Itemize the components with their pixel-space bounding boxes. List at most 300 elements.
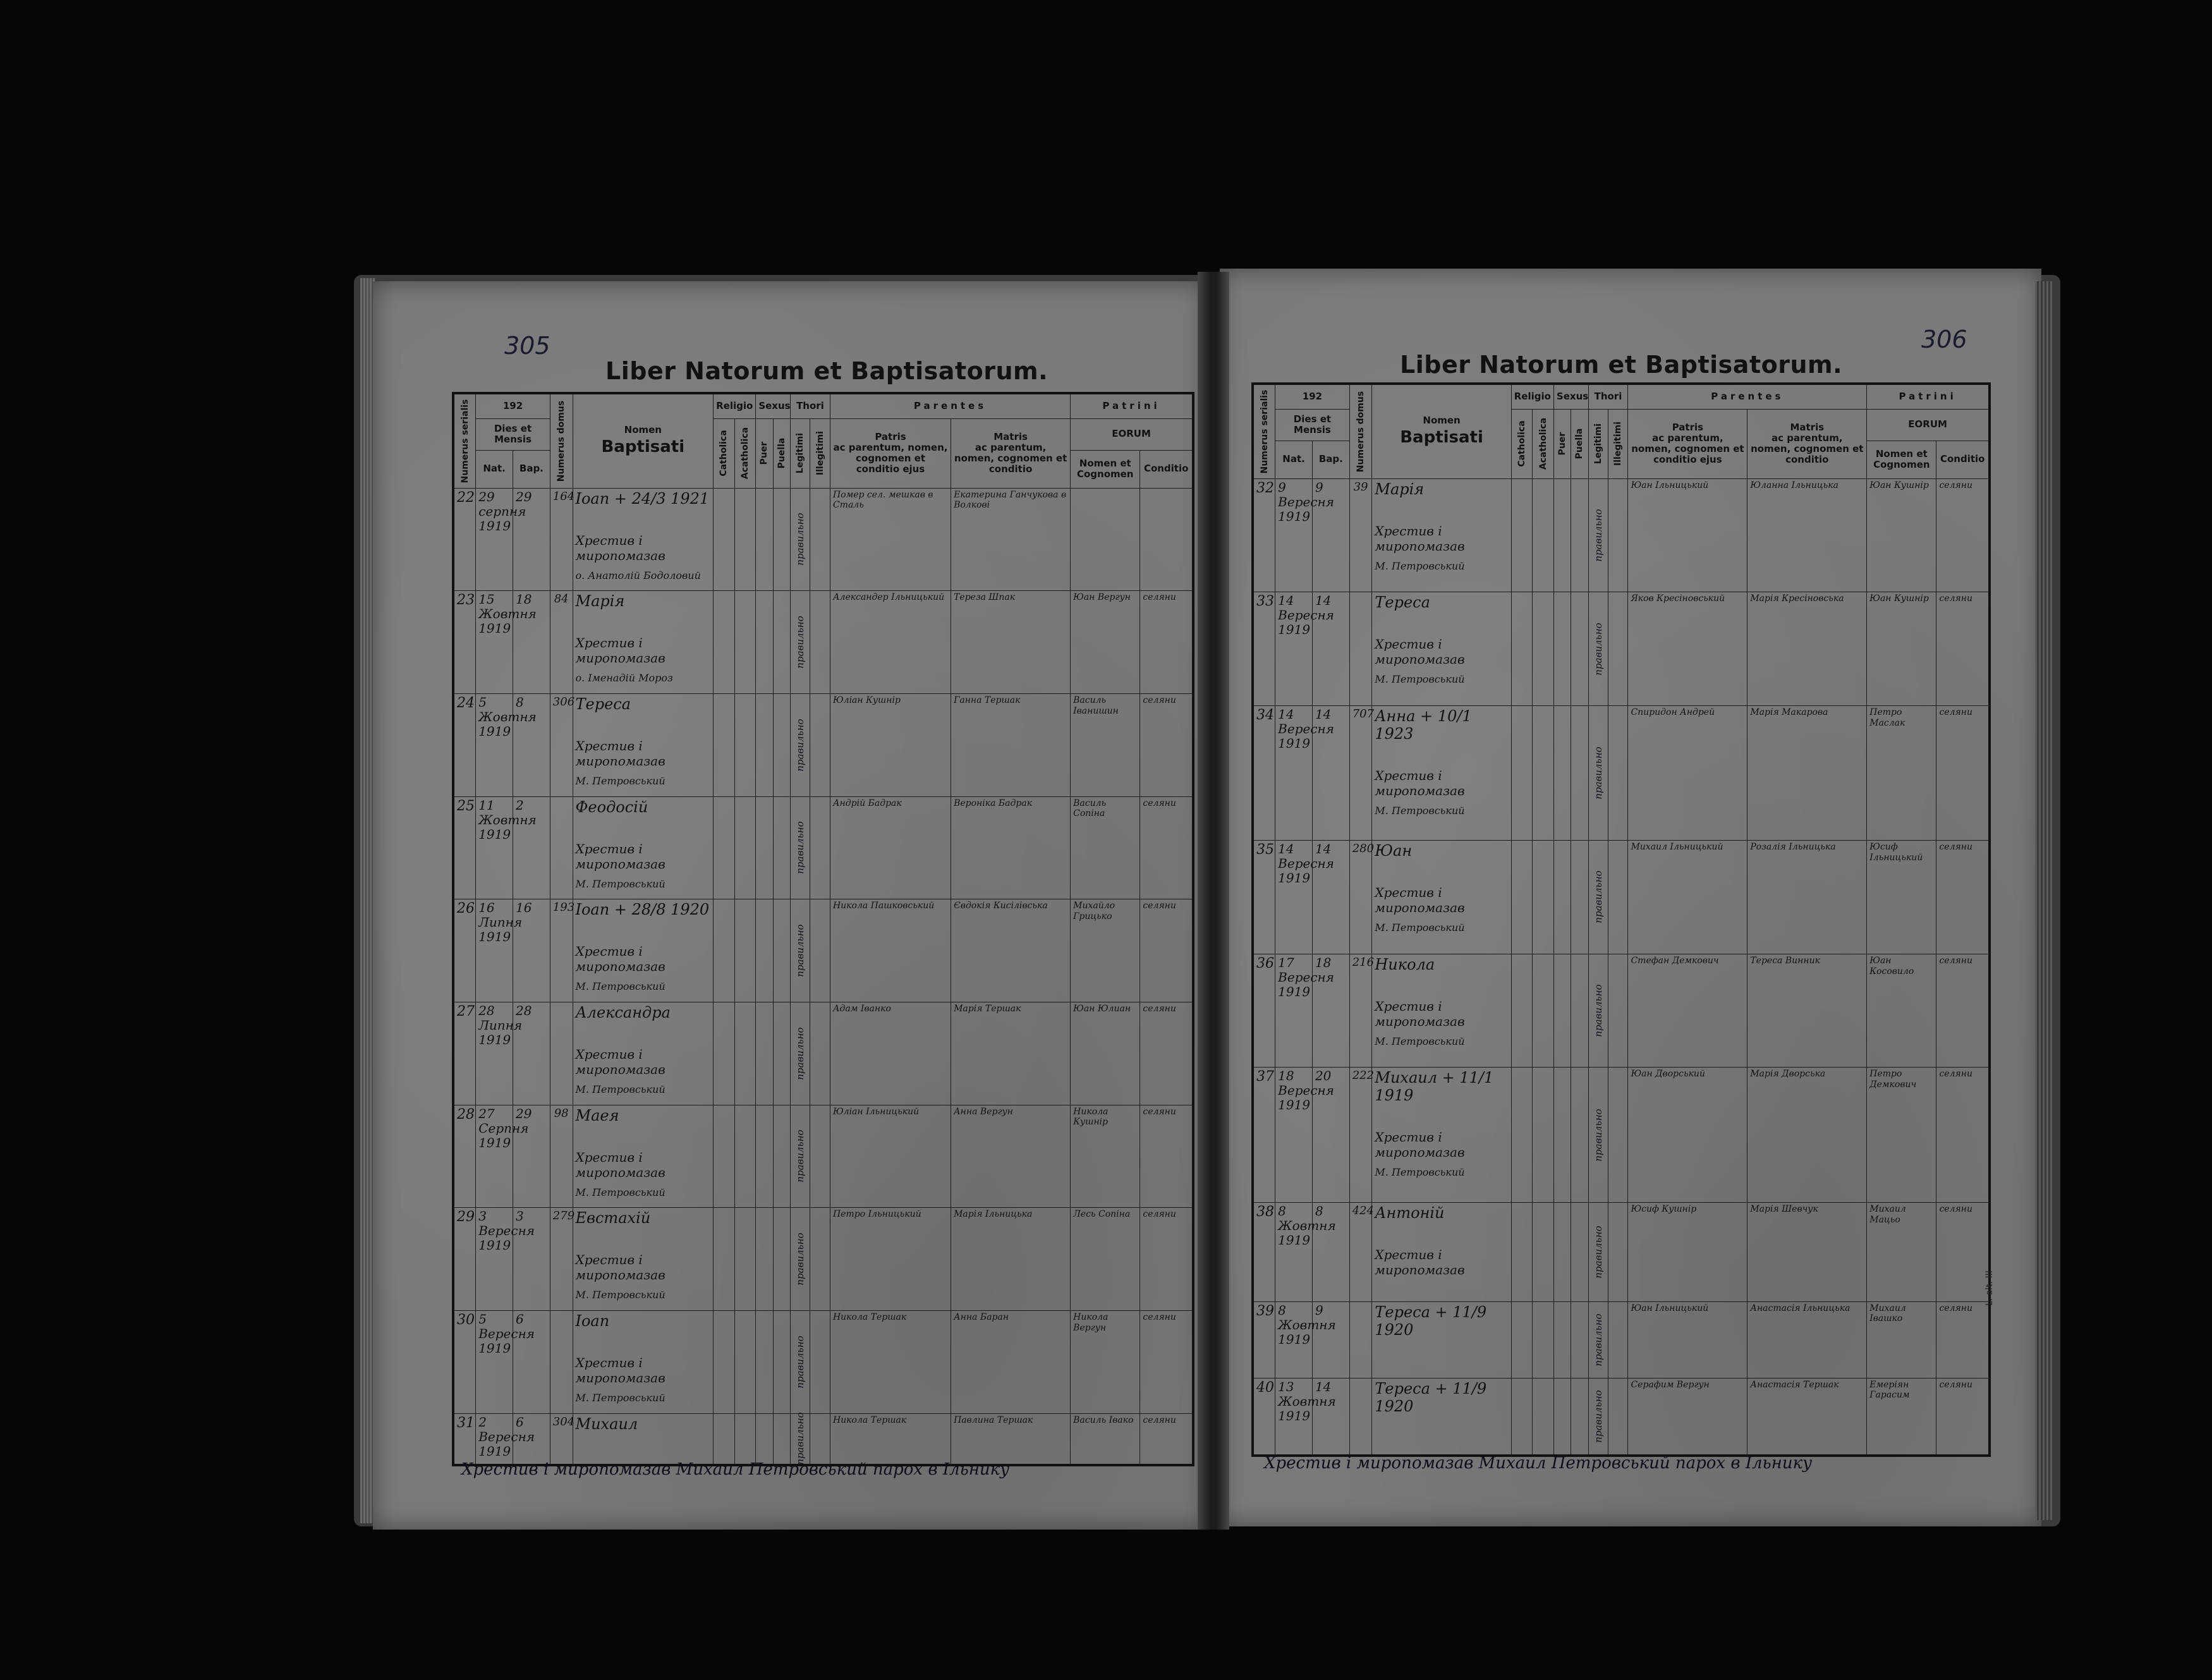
- col-nat: Nat.: [476, 450, 513, 488]
- col-nomen-baptisati: Nomen Baptisati: [1372, 384, 1511, 478]
- baptism-day: 8: [513, 693, 550, 796]
- entry-number: 40: [1253, 1378, 1275, 1456]
- mark-puer: [756, 693, 773, 796]
- baptized-name: [573, 488, 714, 591]
- col-puella: Puella: [1571, 409, 1588, 478]
- mother-info: Марія Дворська: [1747, 1068, 1867, 1202]
- mark-legitimi: [1588, 1301, 1608, 1378]
- mark-legitimi: [790, 1310, 810, 1413]
- register-row: [1253, 592, 1990, 706]
- mark-catholica: [1511, 1378, 1533, 1456]
- baptized-name: [1372, 1068, 1511, 1202]
- mark-acatholica: [1533, 841, 1554, 954]
- godparent-condition: селяни: [1140, 693, 1193, 796]
- officiant-note: М. Петровський: [1375, 922, 1465, 934]
- house-number: 280: [1349, 841, 1372, 954]
- godparent-name: Юан Кушнір: [1867, 592, 1936, 706]
- register-row: [1253, 1202, 1990, 1301]
- ceremony-note: Хрестив і миропомазав: [1375, 998, 1465, 1029]
- mark-acatholica: [734, 1413, 756, 1465]
- child-name: Евстахій: [575, 1209, 651, 1227]
- baptism-day: 14: [1312, 841, 1349, 954]
- birth-date: 14 Вересня 1919: [1275, 841, 1313, 954]
- legitimacy-label: правильно: [1592, 509, 1604, 562]
- child-name: Тереса: [1375, 593, 1430, 612]
- child-name: Тереса: [575, 695, 631, 713]
- mark-acatholica: [734, 1310, 756, 1413]
- left-page-title: Liber Natorum et Baptisatorum.: [605, 357, 1048, 385]
- godparent-name: Юан Косовило: [1867, 954, 1936, 1068]
- mark-legitimi: [1588, 1202, 1608, 1301]
- mark-puer: [756, 1208, 773, 1311]
- house-number: 84: [550, 591, 573, 694]
- ceremony-note: Хрестив і миропомазав: [1375, 885, 1465, 916]
- birth-date: 8 Жовтня 1919: [1275, 1301, 1313, 1378]
- col-puella: Puella: [773, 418, 790, 488]
- child-name: Тереса + 11/9 1920: [1375, 1303, 1487, 1339]
- house-number: 306: [550, 693, 573, 796]
- father-info: Никола Тершак: [830, 1310, 951, 1413]
- godparent-name: Лесь Сопіна: [1071, 1208, 1140, 1311]
- entry-number: 31: [453, 1413, 476, 1465]
- col-illegitimi: Illegitimi: [810, 418, 830, 488]
- mark-puella: [1571, 1378, 1588, 1456]
- baptized-name: [1372, 954, 1511, 1068]
- mark-catholica: [714, 1208, 735, 1311]
- col-patris: Patris ac parentum, nomen, cognomen et conditio ejus: [1628, 409, 1747, 478]
- child-name: Ioan + 24/3 1921: [575, 489, 710, 508]
- mark-catholica: [1511, 705, 1533, 840]
- legitimacy-label: правильно: [1592, 1108, 1604, 1162]
- mark-legitimi: [1588, 705, 1608, 840]
- baptized-name: [1372, 705, 1511, 840]
- godparent-condition: селяни: [1936, 841, 1990, 954]
- entry-number: 27: [453, 1002, 476, 1105]
- mother-info: Марія Кресіновська: [1747, 592, 1867, 706]
- baptized-name: [573, 796, 714, 899]
- house-number: 424: [1349, 1202, 1372, 1301]
- godparent-condition: селяни: [1936, 1068, 1990, 1202]
- mark-legitimi: [790, 1105, 810, 1208]
- mark-puer: [1553, 1068, 1571, 1202]
- baptism-day: 16: [513, 899, 550, 1002]
- house-number: 304: [550, 1413, 573, 1465]
- child-name: Ioan: [575, 1312, 610, 1330]
- entry-number: 36: [1253, 954, 1275, 1068]
- child-name: Александра: [575, 1003, 671, 1021]
- house-number: 98: [550, 1105, 573, 1208]
- officiant-note: М. Петровський: [1375, 1035, 1465, 1047]
- baptism-day: 18: [1312, 954, 1349, 1068]
- house-number: 707: [1349, 705, 1372, 840]
- ceremony-note: Хрестив і миропомазав: [1375, 523, 1465, 554]
- mark-illegitimi: [1608, 1301, 1627, 1378]
- father-info: Юліан Кушнір: [830, 693, 951, 796]
- baptism-day: 8: [1312, 1202, 1349, 1301]
- register-row: [453, 1105, 1193, 1208]
- mark-acatholica: [734, 1208, 756, 1311]
- mark-puer: [756, 591, 773, 694]
- mark-puer: [1553, 954, 1571, 1068]
- register-row: [1253, 841, 1990, 954]
- godparent-condition: селяни: [1140, 591, 1193, 694]
- mark-puella: [773, 1002, 790, 1105]
- col-nomen-cognomen: Nomen et Cognomen: [1071, 450, 1140, 488]
- col-bap: Bap.: [513, 450, 550, 488]
- mark-puer: [756, 488, 773, 591]
- entry-number: 22: [453, 488, 476, 591]
- officiant-note: М. Петровський: [575, 1186, 665, 1198]
- birth-date: 16 Липня 1919: [476, 899, 513, 1002]
- mark-puella: [1571, 841, 1588, 954]
- godparent-name: Михаил Івашко: [1867, 1301, 1936, 1378]
- officiant-note: о. Іменадій Мороз: [575, 672, 673, 685]
- mark-puella: [773, 591, 790, 694]
- mother-info: Анастасія Ільницька: [1747, 1301, 1867, 1378]
- mark-puella: [773, 1208, 790, 1311]
- officiant-note: М. Петровський: [575, 1083, 665, 1095]
- birth-date: 14 Вересня 1919: [1275, 705, 1313, 840]
- left-register-table: [452, 392, 1194, 1466]
- right-bottom-note: Хрестив і миропомазав Михаил Петровський парох в Ільнику: [1264, 1454, 1813, 1473]
- register-row: [1253, 1301, 1990, 1378]
- child-name: Юан: [1375, 842, 1413, 860]
- father-info: Серафим Вергун: [1628, 1378, 1747, 1456]
- col-sexus: Sexus: [1553, 384, 1588, 409]
- child-name: Маея: [575, 1106, 619, 1124]
- birth-date: 2 Вересня 1919: [476, 1413, 513, 1465]
- birth-date: 11 Жовтня 1919: [476, 796, 513, 899]
- baptism-day: 28: [513, 1002, 550, 1105]
- baptized-name: [1372, 1378, 1511, 1456]
- mother-info: Марія Ільницька: [951, 1208, 1071, 1311]
- entry-number: 32: [1253, 478, 1275, 592]
- col-numerus-serialis: Numerus serialis: [1253, 384, 1275, 478]
- mark-catholica: [1511, 592, 1533, 706]
- godparent-condition: селяни: [1936, 705, 1990, 840]
- col-nomen-baptisati: Nomen Baptisati: [573, 393, 714, 488]
- col-parentes: Parentes: [1628, 384, 1867, 409]
- entry-number: 34: [1253, 705, 1275, 840]
- mark-puer: [1553, 1301, 1571, 1378]
- ceremony-note: Хрестив і миропомазав: [1375, 767, 1465, 798]
- col-dies-et-mensis: Dies et Mensis: [476, 418, 550, 450]
- entry-number: 35: [1253, 841, 1275, 954]
- col-legitimi: Legitimi: [1588, 409, 1608, 478]
- baptized-name: [573, 693, 714, 796]
- mark-illegitimi: [810, 591, 830, 694]
- mark-catholica: [1511, 1202, 1533, 1301]
- mark-illegitimi: [1608, 592, 1627, 706]
- mother-info: Ганна Тершак: [951, 693, 1071, 796]
- col-acatholica: Acatholica: [1533, 409, 1554, 478]
- mark-puer: [1553, 592, 1571, 706]
- house-number: 279: [550, 1208, 573, 1311]
- baptism-day: 14: [1312, 705, 1349, 840]
- left-bottom-note: Хрестив і миропомазав Михаил Петровський парох в Ільнику: [461, 1460, 1010, 1479]
- baptized-name: [573, 899, 714, 1002]
- mother-info: Анна Вергун: [951, 1105, 1071, 1208]
- mark-catholica: [714, 1002, 735, 1105]
- godparent-condition: селяни: [1140, 1208, 1193, 1311]
- baptized-name: [1372, 1301, 1511, 1378]
- godparent-condition: [1140, 488, 1193, 591]
- col-thori: Thori: [1588, 384, 1628, 409]
- child-name: Марія: [1375, 480, 1425, 498]
- mark-illegitimi: [810, 1105, 830, 1208]
- mother-info: Анна Баран: [951, 1310, 1071, 1413]
- godparent-name: Емеріян Гарасим: [1867, 1378, 1936, 1456]
- ceremony-note: Хрестив і миропомазав: [575, 635, 665, 666]
- house-number: 164: [550, 488, 573, 591]
- ceremony-note: Хрестив і миропомазав: [575, 1046, 665, 1077]
- mark-acatholica: [734, 796, 756, 899]
- father-info: Петро Ільницький: [830, 1208, 951, 1311]
- mark-illegitimi: [810, 796, 830, 899]
- mark-puella: [1571, 705, 1588, 840]
- entry-number: 33: [1253, 592, 1275, 706]
- godparent-condition: селяни: [1140, 796, 1193, 899]
- col-acatholica: Acatholica: [734, 418, 756, 488]
- ceremony-note: Хрестив і миропомазав: [1375, 636, 1465, 667]
- legitimacy-label: правильно: [794, 513, 806, 566]
- col-numerus-serialis: Numerus serialis: [453, 393, 476, 488]
- mark-legitimi: [790, 488, 810, 591]
- officiant-note: М. Петровський: [1375, 804, 1465, 817]
- ceremony-note: Хрестив і миропомазав: [1375, 1246, 1465, 1277]
- mark-legitimi: [790, 1002, 810, 1105]
- mother-info: Марія Тершак: [951, 1002, 1071, 1105]
- entry-number: 38: [1253, 1202, 1275, 1301]
- godparent-condition: селяни: [1140, 1310, 1193, 1413]
- officiant-note: М. Петровський: [575, 1391, 665, 1404]
- mark-catholica: [1511, 841, 1533, 954]
- register-row: [453, 1413, 1193, 1465]
- register-row: [1253, 705, 1990, 840]
- mark-puella: [773, 796, 790, 899]
- mark-illegitimi: [810, 899, 830, 1002]
- mark-puer: [1553, 1202, 1571, 1301]
- register-row: [1253, 478, 1990, 592]
- father-info: Стефан Демкович: [1628, 954, 1747, 1068]
- birth-date: 3 Вересня 1919: [476, 1208, 513, 1311]
- baptism-day: 6: [513, 1413, 550, 1465]
- entry-number: 26: [453, 899, 476, 1002]
- child-name: Ioan + 28/8 1920: [575, 901, 710, 919]
- baptism-day: 6: [513, 1310, 550, 1413]
- godparent-condition: селяни: [1936, 1202, 1990, 1301]
- col-parentes: Parentes: [830, 393, 1070, 418]
- baptism-day: 29: [513, 488, 550, 591]
- col-patrini: Patrini: [1071, 393, 1193, 418]
- entry-number: 39: [1253, 1301, 1275, 1378]
- mark-puella: [1571, 954, 1588, 1068]
- legitimacy-label: правильно: [1592, 1390, 1604, 1443]
- father-info: Никола Тершак: [830, 1413, 951, 1465]
- legitimacy-label: правильно: [1592, 1226, 1604, 1279]
- house-number: [550, 1310, 573, 1413]
- baptism-day: 3: [513, 1208, 550, 1311]
- mother-info: Екатерина Ганчукова в Волкові: [951, 488, 1071, 591]
- legitimacy-label: правильно: [794, 924, 806, 977]
- mark-illegitimi: [1608, 954, 1627, 1068]
- col-legitimi: Legitimi: [790, 418, 810, 488]
- mark-puer: [756, 1002, 773, 1105]
- mark-puella: [1571, 1301, 1588, 1378]
- father-info: Спиридон Андрей: [1628, 705, 1747, 840]
- officiant-note: М. Петровський: [575, 877, 665, 890]
- mark-legitimi: [1588, 1068, 1608, 1202]
- birth-date: 18 Вересня 1919: [1275, 1068, 1313, 1202]
- mark-catholica: [714, 899, 735, 1002]
- mark-legitimi: [790, 591, 810, 694]
- entry-number: 25: [453, 796, 476, 899]
- mark-illegitimi: [810, 1002, 830, 1105]
- mother-info: Марія Макарова: [1747, 705, 1867, 840]
- legitimacy-label: правильно: [1592, 622, 1604, 676]
- entry-number: 24: [453, 693, 476, 796]
- register-row: [1253, 1378, 1990, 1456]
- godparent-name: Михайло Грицько: [1071, 899, 1140, 1002]
- mark-legitimi: [790, 693, 810, 796]
- mark-legitimi: [1588, 592, 1608, 706]
- legitimacy-label: правильно: [794, 1027, 806, 1080]
- mark-catholica: [1511, 954, 1533, 1068]
- mark-legitimi: [1588, 478, 1608, 592]
- mark-catholica: [714, 1105, 735, 1208]
- officiant-note: М. Петровський: [575, 980, 665, 993]
- mark-illegitimi: [810, 693, 830, 796]
- mark-legitimi: [1588, 841, 1608, 954]
- baptized-name: [573, 1105, 714, 1208]
- mother-info: Юланна Ільницька: [1747, 478, 1867, 592]
- godparent-name: Петро Маслак: [1867, 705, 1936, 840]
- right-register-table: [1251, 382, 1991, 1457]
- mother-info: Тереса Винник: [1747, 954, 1867, 1068]
- mark-acatholica: [1533, 1301, 1554, 1378]
- mark-acatholica: [734, 693, 756, 796]
- legitimacy-label: правильно: [794, 821, 806, 874]
- col-conditio: Conditio: [1936, 441, 1990, 478]
- legitimacy-label: правильно: [794, 1233, 806, 1286]
- child-name: Никола: [1375, 955, 1435, 973]
- father-info: Юліан Ільницький: [830, 1105, 951, 1208]
- year-prefix: 192: [1275, 384, 1350, 409]
- baptized-name: [1372, 841, 1511, 954]
- mark-acatholica: [734, 1105, 756, 1208]
- mother-info: Анастасія Тершак: [1747, 1378, 1867, 1456]
- godparent-name: Василь Іванишин: [1071, 693, 1140, 796]
- godparent-condition: селяни: [1936, 954, 1990, 1068]
- book-gutter: [1198, 272, 1229, 1530]
- godparent-condition: селяни: [1936, 1378, 1990, 1456]
- mark-catholica: [714, 1413, 735, 1465]
- legitimacy-label: правильно: [794, 1336, 806, 1389]
- col-nat: Nat.: [1275, 441, 1313, 478]
- mark-legitimi: [790, 899, 810, 1002]
- godparent-name: Михаил Мацьо: [1867, 1202, 1936, 1301]
- ceremony-note: Хрестив і миропомазав: [575, 1149, 665, 1180]
- mark-illegitimi: [810, 1310, 830, 1413]
- mark-catholica: [714, 1310, 735, 1413]
- mark-legitimi: [790, 1413, 810, 1465]
- col-patris: Patris ac parentum, nomen, cognomen et conditio ejus: [830, 418, 951, 488]
- mark-puer: [1553, 1378, 1571, 1456]
- right-page-edges: [2035, 281, 2054, 1520]
- col-matris: Matris ac parentum, nomen, cognomen et conditio: [1747, 409, 1867, 478]
- mark-illegitimi: [810, 1208, 830, 1311]
- mark-illegitimi: [1608, 1202, 1627, 1301]
- mark-illegitimi: [1608, 841, 1627, 954]
- col-numerus-domus: Numerus domus: [550, 393, 573, 488]
- child-name: Михаил + 11/1 1919: [1375, 1069, 1494, 1105]
- mark-acatholica: [734, 1002, 756, 1105]
- register-row: [453, 1310, 1193, 1413]
- officiant-note: М. Петровський: [1375, 559, 1465, 572]
- mark-puer: [756, 796, 773, 899]
- mother-info: Марія Шевчук: [1747, 1202, 1867, 1301]
- mark-acatholica: [1533, 592, 1554, 706]
- baptism-day: 9: [1312, 478, 1349, 592]
- legitimacy-label: правильно: [1592, 870, 1604, 924]
- mark-puella: [773, 1105, 790, 1208]
- house-number: 216: [1349, 954, 1372, 1068]
- col-catholica: Catholica: [714, 418, 735, 488]
- mark-puer: [1553, 705, 1571, 840]
- godparent-name: [1071, 488, 1140, 591]
- child-name: Тереса + 11/9 1920: [1375, 1379, 1487, 1415]
- godparent-name: Никола Кушнір: [1071, 1105, 1140, 1208]
- mark-acatholica: [1533, 478, 1554, 592]
- col-thori: Thori: [790, 393, 830, 418]
- register-row: [453, 899, 1193, 1002]
- mark-catholica: [714, 591, 735, 694]
- entry-number: 30: [453, 1310, 476, 1413]
- birth-date: 27 Серпня 1919: [476, 1105, 513, 1208]
- register-row: [453, 1208, 1193, 1311]
- godparent-name: Юсиф Ільницький: [1867, 841, 1936, 954]
- baptized-name: [573, 1208, 714, 1311]
- mark-illegitimi: [1608, 1378, 1627, 1456]
- officiant-note: М. Петровський: [1375, 1166, 1465, 1179]
- house-number: 39: [1349, 478, 1372, 592]
- mark-illegitimi: [1608, 1068, 1627, 1202]
- mark-puer: [756, 899, 773, 1002]
- baptism-day: 20: [1312, 1068, 1349, 1202]
- mother-info: Павлина Тершак: [951, 1413, 1071, 1465]
- godparent-name: Василь Сопіна: [1071, 796, 1140, 899]
- right-page-title: Liber Natorum et Baptisatorum.: [1400, 351, 1843, 379]
- house-number: [1349, 1378, 1372, 1456]
- mark-legitimi: [1588, 954, 1608, 1068]
- child-name: Михаил: [575, 1415, 638, 1433]
- mark-puella: [773, 899, 790, 1002]
- year-prefix: 192: [476, 393, 550, 418]
- mark-puella: [773, 488, 790, 591]
- mark-catholica: [714, 796, 735, 899]
- godparent-name: Василь Івако: [1071, 1413, 1140, 1465]
- legitimacy-label: правильно: [1592, 746, 1604, 800]
- mark-puer: [1553, 841, 1571, 954]
- baptism-day: 18: [513, 591, 550, 694]
- baptism-day: 14: [1312, 1378, 1349, 1456]
- mark-catholica: [1511, 1301, 1533, 1378]
- col-religio: Religio: [1511, 384, 1553, 409]
- col-puer: Puer: [1553, 409, 1571, 478]
- col-eorum: EORUM: [1867, 409, 1990, 441]
- right-margin-code: L. alt. III: [1984, 1270, 1995, 1306]
- mark-legitimi: [790, 796, 810, 899]
